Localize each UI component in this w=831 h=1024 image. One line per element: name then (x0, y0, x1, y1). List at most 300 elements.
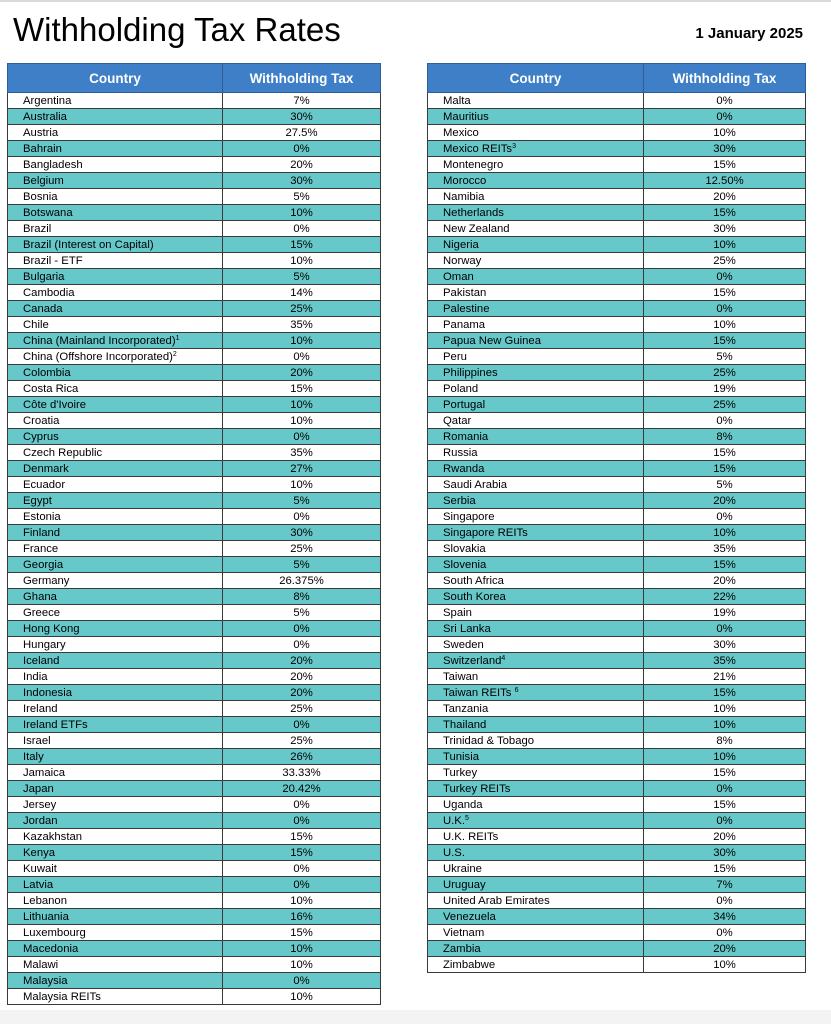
country-cell (428, 477, 644, 493)
country-cell (8, 429, 223, 445)
tax-rate-cell: 10% (223, 333, 381, 349)
tax-rate-cell: 0% (644, 893, 806, 909)
tax-rate-cell: 7% (644, 877, 806, 893)
country-cell (428, 829, 644, 845)
table-row (8, 493, 381, 509)
country-name: Malta (443, 94, 471, 107)
table-row (8, 749, 381, 765)
country-cell (8, 765, 223, 781)
country-name: Jamaica (23, 766, 66, 779)
page-bottom-band (0, 1010, 831, 1024)
country-cell (428, 493, 644, 509)
table-row (428, 877, 806, 893)
tax-rate-cell: 10% (644, 525, 806, 541)
tax-rate-cell: 26.375% (223, 573, 381, 589)
tax-rate-cell: 20% (644, 941, 806, 957)
country-cell (8, 909, 223, 925)
table-row (8, 429, 381, 445)
table-row (8, 173, 381, 189)
tax-rate-cell: 10% (223, 477, 381, 493)
country-name: Italy (23, 750, 44, 763)
country-name: Ghana (23, 590, 57, 603)
country-name: Latvia (23, 878, 54, 891)
table-row (8, 813, 381, 829)
tax-rate-cell: 19% (644, 605, 806, 621)
country-cell (428, 317, 644, 333)
country-name: Bangladesh (23, 158, 83, 171)
country-cell (8, 445, 223, 461)
tax-rate-cell: 10% (644, 237, 806, 253)
country-name: Russia (443, 446, 478, 459)
country-cell (8, 829, 223, 845)
tax-rate-cell: 0% (644, 93, 806, 109)
table-row (8, 285, 381, 301)
table-row (428, 621, 806, 637)
tax-rate-cell: 19% (644, 381, 806, 397)
tax-rate-cell: 0% (223, 973, 381, 989)
tax-rate-cell: 20% (644, 829, 806, 845)
country-name: U.S. (443, 846, 465, 859)
table-row (8, 733, 381, 749)
country-name: Cyprus (23, 430, 59, 443)
table-row (428, 733, 806, 749)
tax-rate-cell: 35% (223, 317, 381, 333)
country-name: Chile (23, 318, 49, 331)
tax-rate-cell: 25% (223, 701, 381, 717)
tax-rate-cell: 0% (223, 813, 381, 829)
tax-rate-cell: 10% (223, 397, 381, 413)
country-name: Panama (443, 318, 486, 331)
country-cell (428, 157, 644, 173)
tax-rate-cell: 10% (223, 941, 381, 957)
country-cell (8, 589, 223, 605)
country-name: Japan (23, 782, 54, 795)
country-name: Ukraine (443, 862, 482, 875)
table-row (8, 205, 381, 221)
tax-rate-cell: 0% (223, 221, 381, 237)
table-row (8, 637, 381, 653)
country-cell (8, 301, 223, 317)
country-cell (8, 205, 223, 221)
table-row (428, 557, 806, 573)
table-row (8, 109, 381, 125)
country-name: Israel (23, 734, 51, 747)
country-name: Estonia (23, 510, 61, 523)
country-name: United Arab Emirates (443, 894, 550, 907)
country-cell (8, 893, 223, 909)
country-name: Taiwan (443, 670, 479, 683)
table-row (428, 125, 806, 141)
country-name: Costa Rica (23, 382, 79, 395)
table-row (8, 669, 381, 685)
tax-rate-cell: 7% (223, 93, 381, 109)
country-name: Brazil (23, 222, 52, 235)
tax-rate-cell: 5% (223, 557, 381, 573)
tax-rate-cell: 0% (223, 141, 381, 157)
country-name: Croatia (23, 414, 60, 427)
country-cell (8, 365, 223, 381)
table-row (8, 909, 381, 925)
table-row (8, 925, 381, 941)
country-name: Canada (23, 302, 63, 315)
tax-rate-cell: 15% (223, 237, 381, 253)
tax-rate-cell: 0% (223, 797, 381, 813)
country-cell (428, 349, 644, 365)
country-name: Jersey (23, 798, 57, 811)
tax-rate-cell: 21% (644, 669, 806, 685)
country-cell (8, 189, 223, 205)
tax-rate-cell: 15% (644, 797, 806, 813)
country-cell (428, 509, 644, 525)
table-row (8, 621, 381, 637)
country-name: Kuwait (23, 862, 57, 875)
country-cell (8, 333, 223, 349)
table-row (8, 573, 381, 589)
tax-rate-cell: 10% (223, 413, 381, 429)
country-name: Turkey REITs (443, 782, 511, 795)
country-name: Zimbabwe (443, 958, 496, 971)
table-row (428, 413, 806, 429)
tax-rate-cell: 20% (644, 573, 806, 589)
country-name: Argentina (23, 94, 72, 107)
tax-rate-cell: 25% (644, 253, 806, 269)
table-row (428, 429, 806, 445)
country-name: Finland (23, 526, 61, 539)
country-cell (8, 813, 223, 829)
page-date: 1 January 2025 (695, 25, 803, 42)
country-cell (428, 541, 644, 557)
tax-rate-cell: 8% (223, 589, 381, 605)
tax-rate-cell: 10% (644, 749, 806, 765)
country-cell (428, 573, 644, 589)
country-name: Venezuela (443, 910, 496, 923)
country-cell (8, 637, 223, 653)
tax-rate-cell: 16% (223, 909, 381, 925)
country-name: Spain (443, 606, 472, 619)
table-row (8, 93, 381, 109)
country-name: Montenegro (443, 158, 504, 171)
country-name: Australia (23, 110, 67, 123)
table-row (8, 365, 381, 381)
tax-rate-cell: 5% (223, 269, 381, 285)
table-row (428, 813, 806, 829)
table-row (428, 365, 806, 381)
country-name: Bulgaria (23, 270, 65, 283)
table-row (428, 637, 806, 653)
country-cell (8, 733, 223, 749)
tax-rate-cell: 35% (223, 445, 381, 461)
country-name: Colombia (23, 366, 71, 379)
table-row (8, 557, 381, 573)
country-name: Papua New Guinea (443, 334, 541, 347)
table-row (428, 189, 806, 205)
country-name: Brazil - ETF (23, 254, 83, 267)
country-name: Macedonia (23, 942, 79, 955)
country-name: Nigeria (443, 238, 479, 251)
country-cell (428, 381, 644, 397)
table-row (428, 93, 806, 109)
tax-rate-cell: 0% (644, 109, 806, 125)
tax-rate-cell: 0% (644, 413, 806, 429)
table-row (8, 349, 381, 365)
country-cell (8, 493, 223, 509)
tax-column-header: Withholding Tax (644, 64, 806, 93)
country-name: Uganda (443, 798, 483, 811)
country-cell (428, 445, 644, 461)
country-name: Zambia (443, 942, 481, 955)
page-title: Withholding Tax Rates (13, 11, 341, 48)
tax-rate-cell: 10% (223, 253, 381, 269)
country-name: U.K. (443, 814, 465, 827)
country-cell (428, 941, 644, 957)
country-cell (428, 749, 644, 765)
table-row (428, 685, 806, 701)
country-cell (428, 413, 644, 429)
tax-rate-cell: 5% (223, 189, 381, 205)
table-row (428, 333, 806, 349)
footnote-marker: 4 (501, 654, 506, 662)
tax-rate-cell: 15% (644, 765, 806, 781)
table-row (8, 989, 381, 1005)
tax-rate-cell: 10% (223, 989, 381, 1005)
tax-rate-cell: 5% (644, 477, 806, 493)
tax-rate-cell: 30% (644, 637, 806, 653)
country-cell (8, 717, 223, 733)
tax-rate-cell: 10% (644, 317, 806, 333)
country-cell (8, 957, 223, 973)
country-name: Czech Republic (23, 446, 103, 459)
tax-rate-cell: 10% (644, 125, 806, 141)
tax-column-header: Withholding Tax (223, 64, 381, 93)
country-cell (8, 477, 223, 493)
country-name: Austria (23, 126, 59, 139)
country-name: Ireland (23, 702, 58, 715)
table-row (428, 589, 806, 605)
table-row (428, 717, 806, 733)
tax-rate-cell: 0% (644, 621, 806, 637)
table-row (428, 157, 806, 173)
table-row (428, 573, 806, 589)
country-cell (428, 365, 644, 381)
country-name: China (Mainland Incorporated) (23, 334, 176, 347)
table-row (428, 701, 806, 717)
country-name: South Korea (443, 590, 506, 603)
country-cell (8, 621, 223, 637)
table-row (8, 541, 381, 557)
country-cell (8, 157, 223, 173)
country-cell (8, 877, 223, 893)
country-name: India (23, 670, 48, 683)
country-cell (428, 701, 644, 717)
tax-rate-cell: 15% (644, 557, 806, 573)
table-row (428, 541, 806, 557)
table-row (428, 909, 806, 925)
tax-rate-cell: 20% (644, 189, 806, 205)
table-header-row (8, 64, 381, 93)
country-cell (428, 141, 644, 157)
top-border (0, 0, 831, 2)
country-cell (428, 525, 644, 541)
table-row (8, 589, 381, 605)
tax-rate-cell: 30% (223, 525, 381, 541)
table-row (428, 317, 806, 333)
country-cell (428, 173, 644, 189)
country-cell (8, 941, 223, 957)
tax-rate-cell: 27% (223, 461, 381, 477)
table-row (8, 685, 381, 701)
country-name: Lebanon (23, 894, 67, 907)
tax-rate-cell: 0% (223, 877, 381, 893)
tax-rate-cell: 0% (644, 301, 806, 317)
country-cell (8, 221, 223, 237)
country-cell (428, 685, 644, 701)
country-name: Bahrain (23, 142, 62, 155)
country-name: Mexico REITs (443, 142, 513, 155)
country-name: Brazil (Interest on Capital) (23, 238, 154, 251)
country-cell (8, 701, 223, 717)
table-row (428, 285, 806, 301)
country-name: Denmark (23, 462, 69, 475)
country-name: Taiwan REITs (443, 686, 515, 699)
footnote-marker: 6 (514, 686, 519, 694)
table-row (8, 781, 381, 797)
tax-rate-cell: 20% (223, 669, 381, 685)
tax-rate-cell: 10% (223, 957, 381, 973)
country-name: Malawi (23, 958, 59, 971)
table-row (8, 765, 381, 781)
country-cell (428, 637, 644, 653)
country-name: Egypt (23, 494, 52, 507)
country-name: Bosnia (23, 190, 58, 203)
country-cell (8, 797, 223, 813)
country-cell (428, 557, 644, 573)
tax-rate-cell: 25% (223, 541, 381, 557)
table-row (428, 301, 806, 317)
table-row (8, 445, 381, 461)
country-name: Germany (23, 574, 70, 587)
country-cell (428, 461, 644, 477)
tax-rate-cell: 15% (223, 829, 381, 845)
country-name: Slovakia (443, 542, 486, 555)
tax-rate-cell: 25% (644, 397, 806, 413)
table-row (8, 509, 381, 525)
table-row (8, 861, 381, 877)
country-name: New Zealand (443, 222, 510, 235)
tax-rate-cell: 34% (644, 909, 806, 925)
tax-rate-cell: 10% (644, 717, 806, 733)
country-cell (8, 397, 223, 413)
country-name: Greece (23, 606, 61, 619)
country-name: Mexico (443, 126, 479, 139)
country-name: Uruguay (443, 878, 486, 891)
tax-rate-cell: 22% (644, 589, 806, 605)
country-name: Namibia (443, 190, 485, 203)
tax-rate-cell: 15% (223, 925, 381, 941)
country-cell (428, 589, 644, 605)
tax-rate-cell: 8% (644, 429, 806, 445)
rates-table-right (427, 63, 806, 973)
table-row (8, 141, 381, 157)
country-cell (8, 557, 223, 573)
table-row (428, 221, 806, 237)
country-cell (8, 973, 223, 989)
country-name: Mauritius (443, 110, 489, 123)
country-cell (428, 429, 644, 445)
country-name: Norway (443, 254, 482, 267)
country-cell (428, 285, 644, 301)
country-cell (8, 861, 223, 877)
table-row (8, 237, 381, 253)
tax-rate-cell: 15% (644, 205, 806, 221)
country-cell (8, 605, 223, 621)
country-name: Rwanda (443, 462, 485, 475)
tax-rate-cell: 5% (223, 493, 381, 509)
tax-rate-cell: 0% (644, 781, 806, 797)
country-cell (8, 317, 223, 333)
country-name: Singapore (443, 510, 495, 523)
tax-rate-cell: 20% (223, 653, 381, 669)
country-name: Netherlands (443, 206, 504, 219)
table-row (428, 669, 806, 685)
tax-rate-cell: 20% (223, 685, 381, 701)
rates-table-left (7, 63, 381, 1005)
country-name: Singapore REITs (443, 526, 528, 539)
table-row (428, 893, 806, 909)
table-row (8, 157, 381, 173)
country-cell (428, 621, 644, 637)
table-row (8, 125, 381, 141)
tax-rate-cell: 15% (223, 845, 381, 861)
country-cell (8, 237, 223, 253)
country-cell (428, 893, 644, 909)
country-cell (428, 205, 644, 221)
country-cell (8, 125, 223, 141)
footnote-marker: 2 (172, 350, 177, 358)
country-cell (428, 93, 644, 109)
tax-rate-cell: 0% (223, 637, 381, 653)
table-row (8, 845, 381, 861)
country-cell (428, 733, 644, 749)
tax-rate-cell: 30% (644, 221, 806, 237)
country-column-header: Country (428, 64, 644, 93)
table-row (428, 525, 806, 541)
country-cell (428, 909, 644, 925)
tax-rate-cell: 25% (644, 365, 806, 381)
country-name: Peru (443, 350, 467, 363)
country-cell (428, 813, 644, 829)
country-cell (8, 461, 223, 477)
country-cell (8, 749, 223, 765)
country-cell (8, 349, 223, 365)
table-header-row (428, 64, 806, 93)
table-row (428, 845, 806, 861)
table-row (428, 829, 806, 845)
table-row (428, 477, 806, 493)
table-row (8, 893, 381, 909)
table-row (8, 221, 381, 237)
tax-rate-cell: 15% (644, 461, 806, 477)
footnote-marker: 5 (464, 814, 469, 822)
country-cell (428, 845, 644, 861)
table-row (8, 877, 381, 893)
country-cell (428, 797, 644, 813)
table-row (428, 397, 806, 413)
country-name: Oman (443, 270, 474, 283)
country-name: Cambodia (23, 286, 75, 299)
footnote-marker: 1 (175, 334, 180, 342)
country-cell (428, 109, 644, 125)
country-name: Hong Kong (23, 622, 80, 635)
